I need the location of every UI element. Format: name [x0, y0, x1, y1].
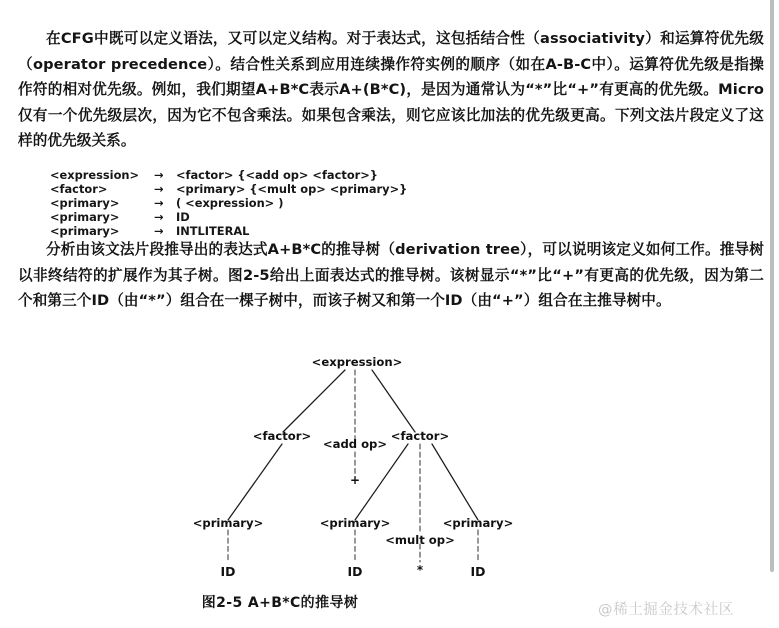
grammar-rule-row — [50, 210, 407, 224]
grammar-arrow-icon: → — [154, 210, 164, 225]
grammar-lhs: <factor> — [50, 182, 108, 197]
grammar-rule-row — [50, 182, 407, 196]
tree-node-add-op: <add op> — [322, 437, 388, 451]
grammar-lhs: <primary> — [50, 210, 120, 225]
paragraph-top: 在CFG中既可以定义语法，又可以定义结构。对于表达式，这包括结合性（associativity）和运算符优先级（operator precedence）。结合性关系到应用连续操作符实例的顺序（如在A-B-C中）。运算符优先级是指操作符的相对优先级。例如，我们期望A+B*C表示A+(B*C)，是因为通常认为“*”比“+”有更高的优先级。Micro仅有一个优先级层次，因为它不包含乘法。如果包含乘法，则它应该比加法的优先级更高。下列文法片段定义了这样的优先级关系。 — [18, 30, 764, 149]
edge-root-to-factor-left — [283, 370, 345, 432]
edge-root-to-factor-right — [372, 370, 415, 432]
tree-leaf-star: * — [416, 563, 424, 577]
figure-caption: 图2-5 A+B*C的推导树 — [201, 595, 359, 611]
tree-node-factor-left: <factor> — [252, 429, 312, 443]
watermark: @稀土掘金技术社区 — [598, 602, 734, 618]
grammar-arrow-icon: → — [154, 182, 164, 197]
edge-factor-right-to-primary-3 — [432, 444, 478, 520]
edge-factor-left-to-primary — [228, 444, 282, 520]
tree-node-primary-3: <primary> — [442, 516, 514, 530]
tree-node-factor-right: <factor> — [390, 429, 450, 443]
tree-node-plus: + — [349, 473, 361, 487]
tree-leaf-id-2: ID — [347, 564, 363, 579]
tree-node-primary-2: <primary> — [319, 516, 391, 530]
grammar-rule-block — [50, 168, 407, 238]
edge-factor-right-to-primary-2 — [355, 444, 408, 520]
grammar-rule-row — [50, 196, 407, 210]
grammar-lhs: <primary> — [50, 224, 120, 239]
tree-leaf-id-3: ID — [470, 564, 486, 579]
tree-node-expression: <expression> — [311, 355, 403, 369]
grammar-rhs: ID — [176, 210, 190, 225]
grammar-lhs: <expression> — [50, 168, 140, 182]
grammar-lhs: <primary> — [50, 196, 120, 211]
tree-leaf-id-1: ID — [220, 564, 236, 579]
grammar-rhs: <primary> {<mult op> <primary>} — [176, 182, 408, 197]
grammar-rhs: ( <expression> ) — [176, 196, 284, 211]
grammar-arrow-icon: → — [154, 168, 164, 182]
paragraph-middle: 分析由该文法片段推导出的表达式A+B*C的推导树（derivation tree），可以说明该定义如何工作。推导树以非终结符的扩展作为其子树。图2-5给出上面表达式的推导树。该树显示“*”比“+”有更高的优先级，因为第二个和第三个ID（由“*”）组合在一棵子树中，而该子树又和第一个ID（由“+”）组合在主推导树中。 — [18, 241, 764, 309]
grammar-arrow-icon: → — [154, 196, 164, 211]
grammar-rhs: <factor> {<add op> <factor>} — [176, 168, 378, 182]
tree-node-mult-op: <mult op> — [385, 533, 455, 547]
derivation-tree-figure — [0, 348, 779, 588]
tree-node-primary-1: <primary> — [192, 516, 264, 530]
grammar-arrow-icon: → — [154, 224, 164, 239]
grammar-rhs: INTLITERAL — [176, 224, 250, 239]
grammar-rule-row — [50, 168, 407, 182]
